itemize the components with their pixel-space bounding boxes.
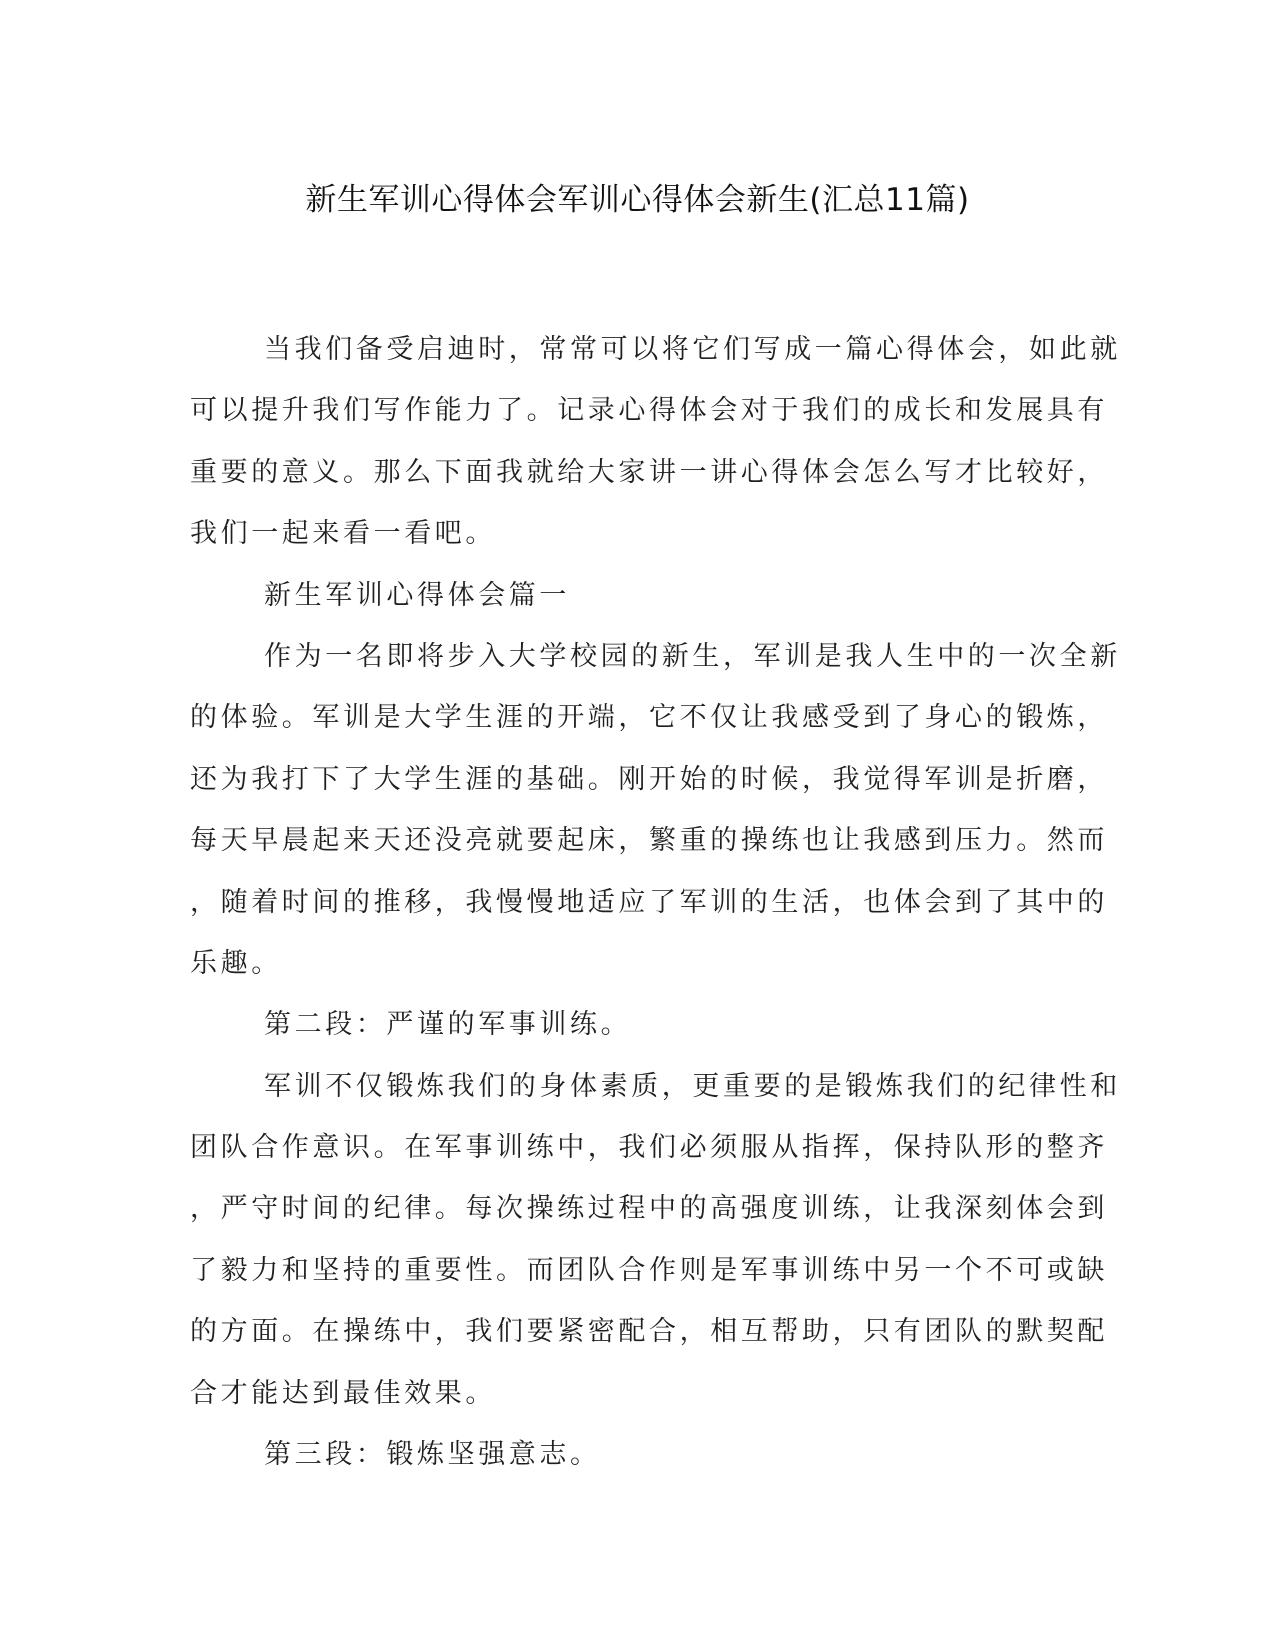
body-line: ，严守时间的纪律。每次操练过程中的高强度训练，让我深刻体会到	[190, 1193, 1108, 1225]
body-line: 每天早晨起来天还没亮就要起床，繁重的操练也让我感到压力。然而	[190, 825, 1108, 857]
body-line: 还为我打下了大学生涯的基础。刚开始的时候，我觉得军训是折磨，	[190, 763, 1108, 795]
body-line: 合才能达到最佳效果。	[190, 1377, 496, 1409]
body-line: 的方面。在操练中，我们要紧密配合，相互帮助，只有团队的默契配	[190, 1316, 1108, 1348]
section-heading: 第三段：锻炼坚强意志。	[264, 1439, 601, 1471]
document-title: 新生军训心得体会军训心得体会新生(汇总11篇)	[305, 182, 970, 218]
body-line: 作为一名即将步入大学校园的新生，军训是我人生中的一次全新	[264, 640, 1121, 672]
body-line: 军训不仅锻炼我们的身体素质，更重要的是锻炼我们的纪律性和	[264, 1070, 1121, 1102]
body-line: ，随着时间的推移，我慢慢地适应了军训的生活，也体会到了其中的	[190, 886, 1108, 918]
body-line: 乐趣。	[190, 947, 282, 979]
body-line: 团队合作意识。在军事训练中，我们必须服从指挥，保持队形的整齐	[190, 1132, 1108, 1164]
body-line: 了毅力和坚持的重要性。而团队合作则是军事训练中另一个不可或缺	[190, 1254, 1108, 1286]
body-line: 当我们备受启迪时，常常可以将它们写成一篇心得体会，如此就	[264, 334, 1121, 365]
section-heading: 第二段：严谨的军事训练。	[264, 1009, 632, 1041]
body-line: 重要的意义。那么下面我就给大家讲一讲心得体会怎么写才比较好，	[190, 456, 1108, 488]
body-line: 的体验。军训是大学生涯的开端，它不仅让我感受到了身心的锻炼，	[190, 702, 1108, 734]
section-heading: 新生军训心得体会篇一	[264, 579, 570, 611]
body-line: 我们一起来看一看吧。	[190, 518, 496, 550]
body-line: 可以提升我们写作能力了。记录心得体会对于我们的成长和发展具有	[190, 395, 1108, 427]
document-body	[190, 328, 1121, 1494]
